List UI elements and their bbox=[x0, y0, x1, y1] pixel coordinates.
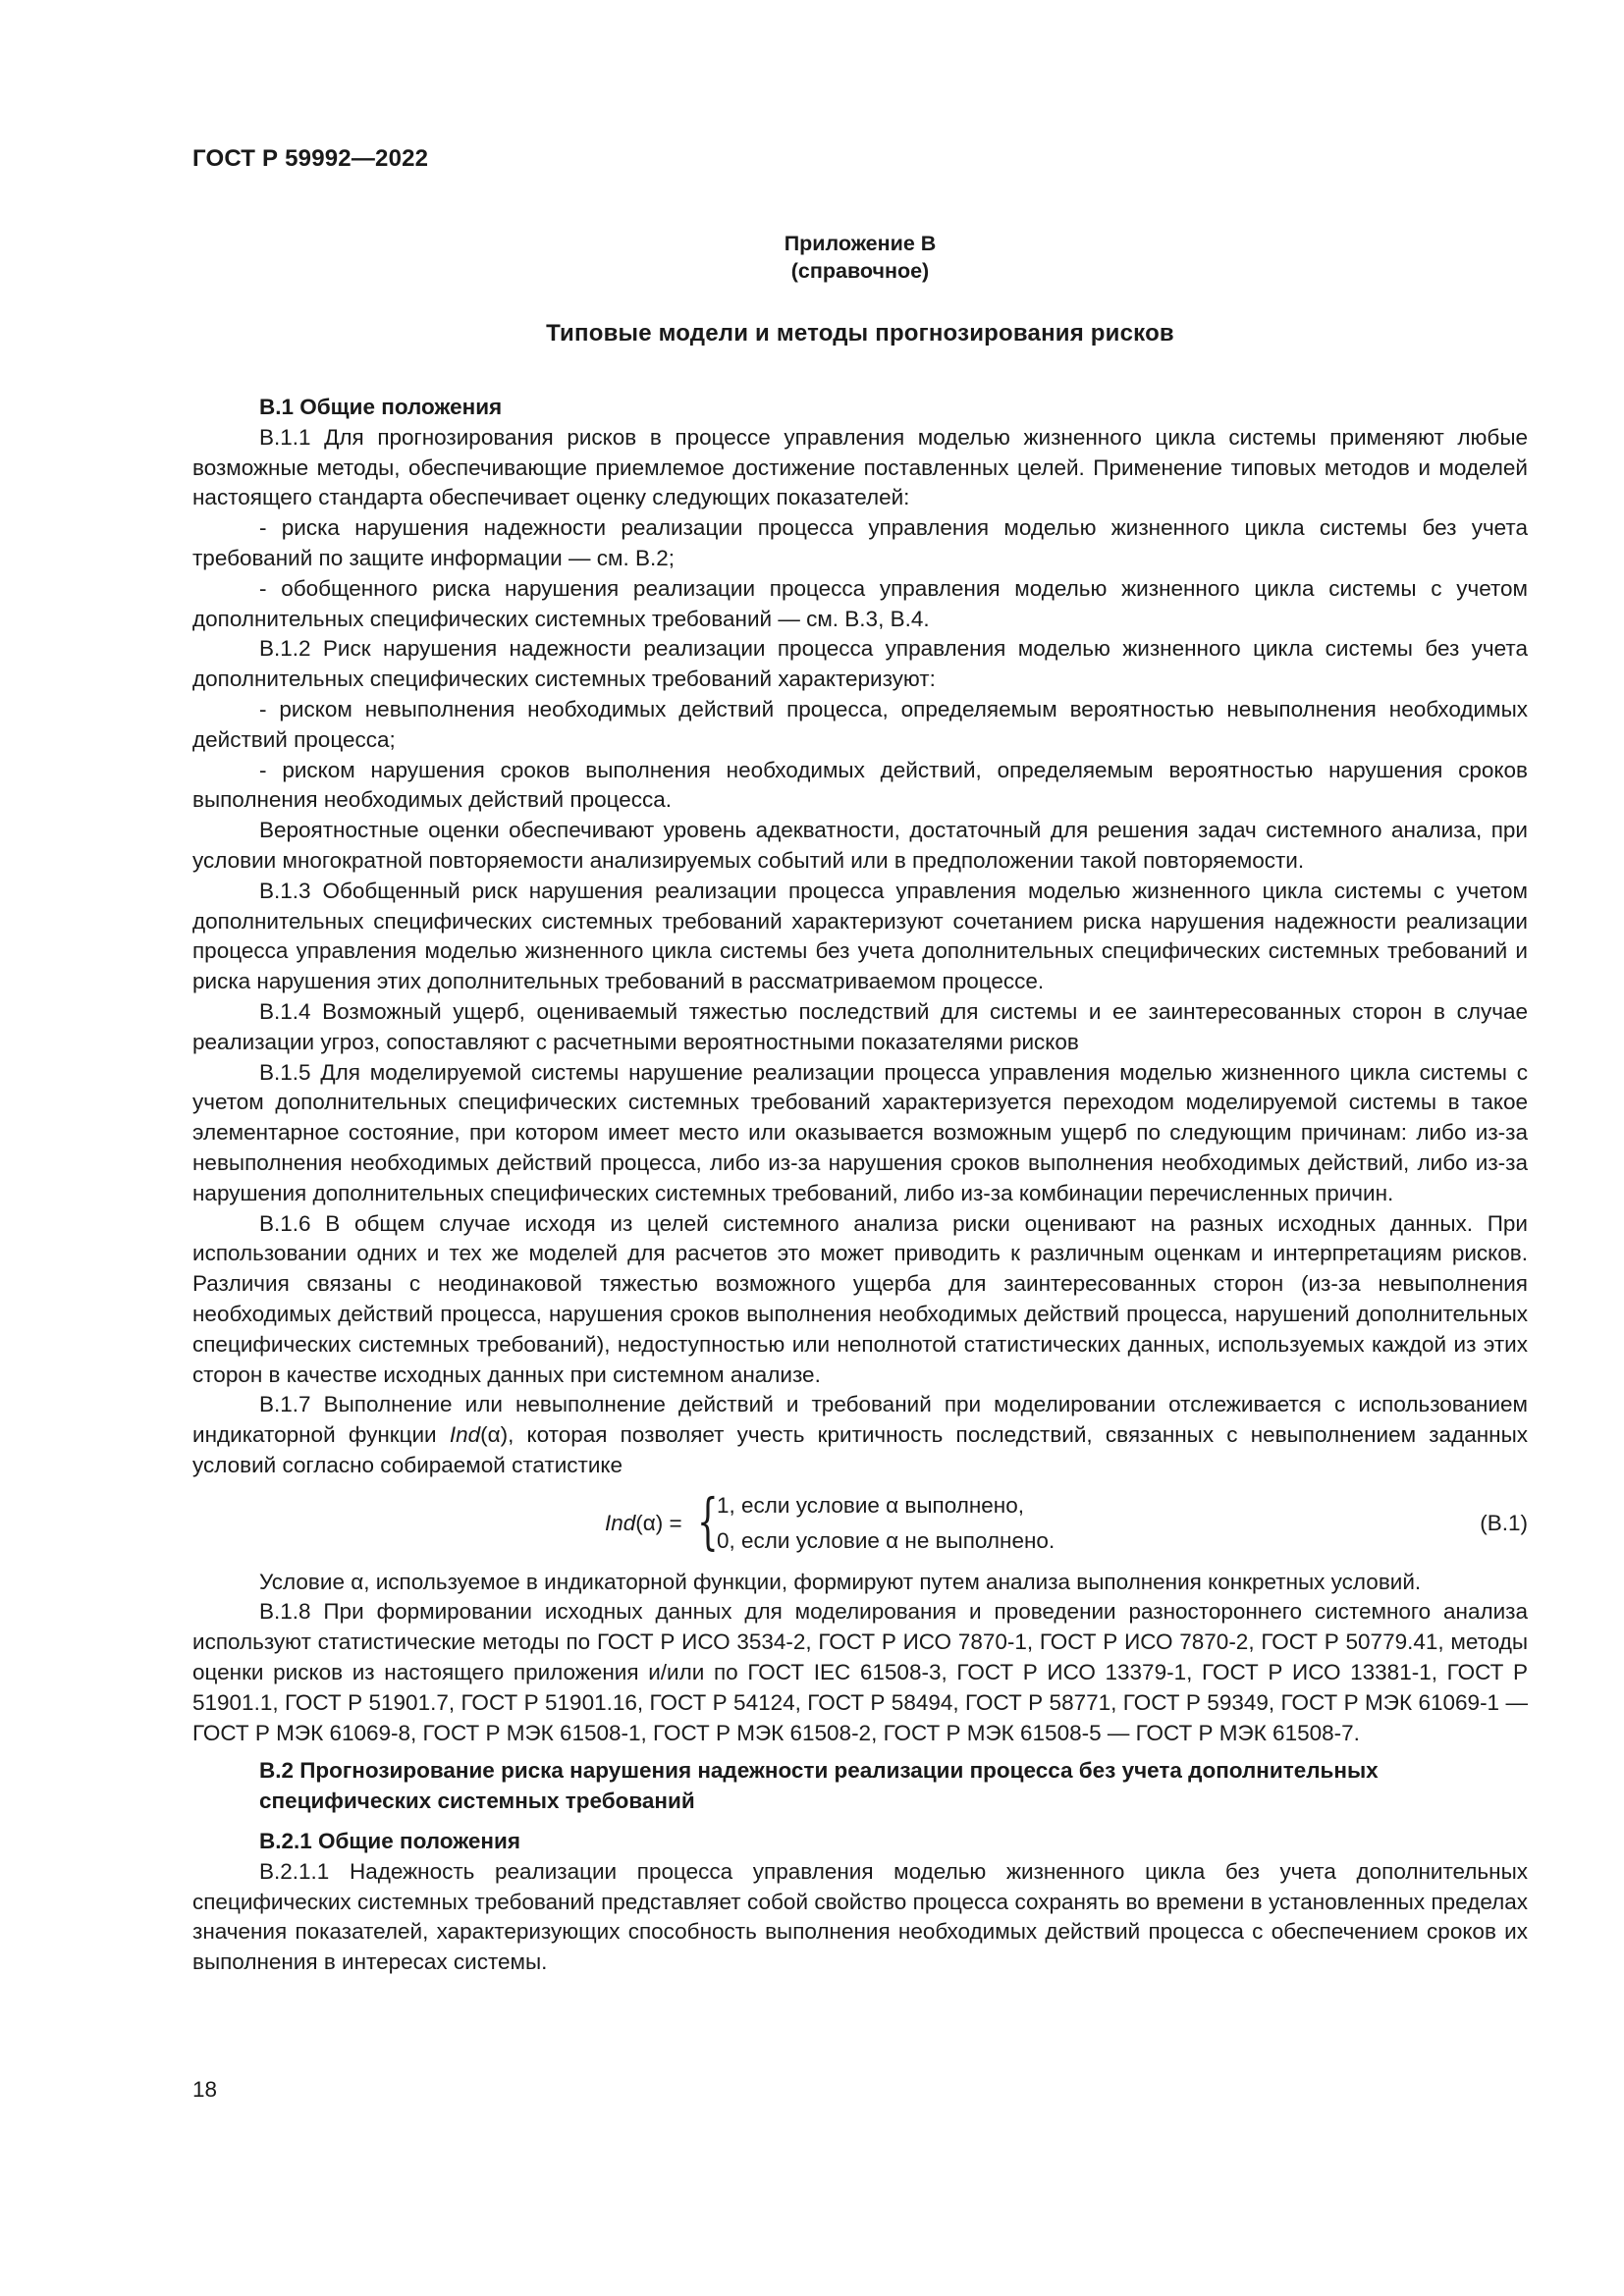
list-item-b1-2-2: - риском нарушения сроков выполнения необходимых действий, определяемым вероятностью нарушения сроков выполнения необходимых действий процесса. bbox=[192, 757, 1528, 813]
curly-brace-icon: { bbox=[697, 1484, 719, 1557]
paragraph-b1-1: В.1.1 Для прогнозирования рисков в процессе управления моделью жизненного цикла системы применяют любые возможные методы, обеспечивающие приемлемое достижение поставленных целей. Применение типовых методов и моделей настоящего стандарта обеспечивает оценку следующих показателей: bbox=[192, 424, 1528, 510]
page-number: 18 bbox=[192, 2077, 218, 2102]
list-item-b1-2-1: - риском невыполнения необходимых действий процесса, определяемым вероятностью невыполнения необходимых действий процесса; bbox=[192, 696, 1528, 752]
list-item-b1-1-2: - обобщенного риска нарушения реализации процесса управления моделью жизненного цикла системы с учетом дополнительных специфических системных требований — см. В.3, В.4. bbox=[192, 575, 1528, 631]
appendix-label: Приложение В bbox=[784, 232, 937, 255]
formula-lhs-ind: Ind bbox=[605, 1510, 636, 1535]
formula-case-2: 0, если условие α не выполнено. bbox=[717, 1527, 1056, 1553]
paragraph-b1-7-ind: Ind bbox=[449, 1422, 481, 1448]
paragraph-b1-5: В.1.5 Для моделируемой системы нарушение реализации процесса управления моделью жизненного цикла системы с учетом дополнительных специфических системных требований характеризуется переходом моделируемой системы в такое элементарное состояние, при котором имеет место или оказывается возможным ущерб по следующим причинам: либо из-за невыполнения необходимых действий процесса, либо из-за нарушения сроков выполнения необходимых действий, либо из-за нарушения дополнительных специфических системных требований, либо из-за комбинации перечисленных причин. bbox=[192, 1059, 1528, 1205]
section-heading-b1: В.1 Общие положения bbox=[259, 395, 503, 419]
document-code: ГОСТ Р 59992—2022 bbox=[192, 145, 429, 172]
formula-lhs-rest: (α) = bbox=[635, 1510, 682, 1535]
formula-lhs bbox=[605, 1509, 682, 1539]
paragraph-b1-4: В.1.4 Возможный ущерб, оцениваемый тяжестью последствий для системы и ее заинтересованных сторон в случае реализации угроз, сопоставляют с расчетными вероятностными показателями рисков bbox=[192, 998, 1528, 1054]
section-heading-b2: В.2 Прогнозирование риска нарушения надежности реализации процесса без учета дополнительных специфических системных требований bbox=[259, 1758, 1379, 1814]
paragraph-b2-1-1: В.2.1.1 Надежность реализации процесса управления моделью жизненного цикла без учета дополнительных специфических системных требований представляет собой свойство процесса сохранять во времени в установленных пределах значения показателей, характеризующих способность выполнения необходимых действий процесса с обеспечением сроков их выполнения в интересах системы. bbox=[192, 1858, 1528, 1975]
appendix-type: (справочное) bbox=[790, 259, 930, 283]
paragraph-b1-3: В.1.3 Обобщенный риск нарушения реализации процесса управления моделью жизненного цикла системы с учетом дополнительных специфических системных требований характеризуют сочетанием риска нарушения надежности реализации процесса управления моделью жизненного цикла системы без учета дополнительных специфических системных требований и риска нарушения этих дополнительных требований в рассматриваемом процессе. bbox=[192, 878, 1528, 994]
formula-case-1: 1, если условие α выполнено, bbox=[717, 1492, 1025, 1518]
paragraph-b1-8: В.1.8 При формировании исходных данных для моделирования и проведении разностороннего системного анализа используют статистические методы по ГОСТ Р ИСО 3534-2, ГОСТ Р ИСО 7870-1, ГОСТ Р ИСО 7870-2, ГОСТ Р 50779.41, методы оценки рисков из настоящего приложения и/или по ГОСТ IEC 61508-3, ГОСТ Р ИСО 13379-1, ГОСТ Р ИСО 13381-1, ГОСТ Р 51901.1, ГОСТ Р 51901.7, ГОСТ Р 51901.16, ГОСТ Р 54124, ГОСТ Р 58494, ГОСТ Р 58771, ГОСТ Р 59349, ГОСТ Р МЭК 61069-1 — ГОСТ Р МЭК 61069-8, ГОСТ Р МЭК 61508-1, ГОСТ Р МЭК 61508-2, ГОСТ Р МЭК 61508-5 — ГОСТ Р МЭК 61508-7. bbox=[192, 1599, 1528, 1745]
paragraph-b1-2: В.1.2 Риск нарушения надежности реализации процесса управления моделью жизненного цикла системы без учета дополнительных специфических системных требований характеризуют: bbox=[192, 636, 1528, 692]
paragraph-b1-7-part-a: В.1.7 Выполнение или невыполнение действий и требований при моделировании отслеживается с использованием индикаторной функции bbox=[192, 1392, 1528, 1448]
appendix-title: Типовые модели и методы прогнозирования рисков bbox=[546, 320, 1174, 347]
formula-number: (В.1) bbox=[1480, 1510, 1528, 1535]
paragraph-b1-7-part-b: (α), которая позволяет учесть критичность последствий, связанных с невыполнением заданных условий согласно собираемой статистике bbox=[192, 1422, 1528, 1477]
formula-b1 bbox=[192, 1484, 1528, 1562]
paragraph-b1-6: В.1.6 В общем случае исходя из целей системного анализа риски оценивают на разных исходных данных. При использовании одних и тех же моделей для расчетов это может приводить к различным оценкам и интерпретациям рисков. Различия связаны с неодинаковой тяжестью возможного ущерба для заинтересованных сторон (из-за невыполнения необходимых действий процесса, нарушения сроков выполнения необходимых действий процесса, нарушений дополнительных специфических системных требований), недоступностью или неполнотой статистических данных, используемых каждой из этих сторон в качестве исходных данных при системном анализе. bbox=[192, 1210, 1528, 1387]
paragraph-b1-7 bbox=[192, 1390, 1528, 1480]
list-item-b1-1-1: - риска нарушения надежности реализации процесса управления моделью жизненного цикла системы без учета требований по защите информации — см. В.2; bbox=[192, 515, 1528, 570]
section-heading-b2-1: В.2.1 Общие положения bbox=[259, 1829, 520, 1854]
paragraph-b1-2-note: Вероятностные оценки обеспечивают уровень адекватности, достаточный для решения задач системного анализа, при условии многократной повторяемости анализируемых событий или в предположении такой повторяемости. bbox=[192, 818, 1528, 873]
paragraph-b1-7-after: Условие α, используемое в индикаторной функции, формируют путем анализа выполнения конкретных условий. bbox=[259, 1569, 1422, 1594]
document-body bbox=[192, 393, 1528, 1978]
